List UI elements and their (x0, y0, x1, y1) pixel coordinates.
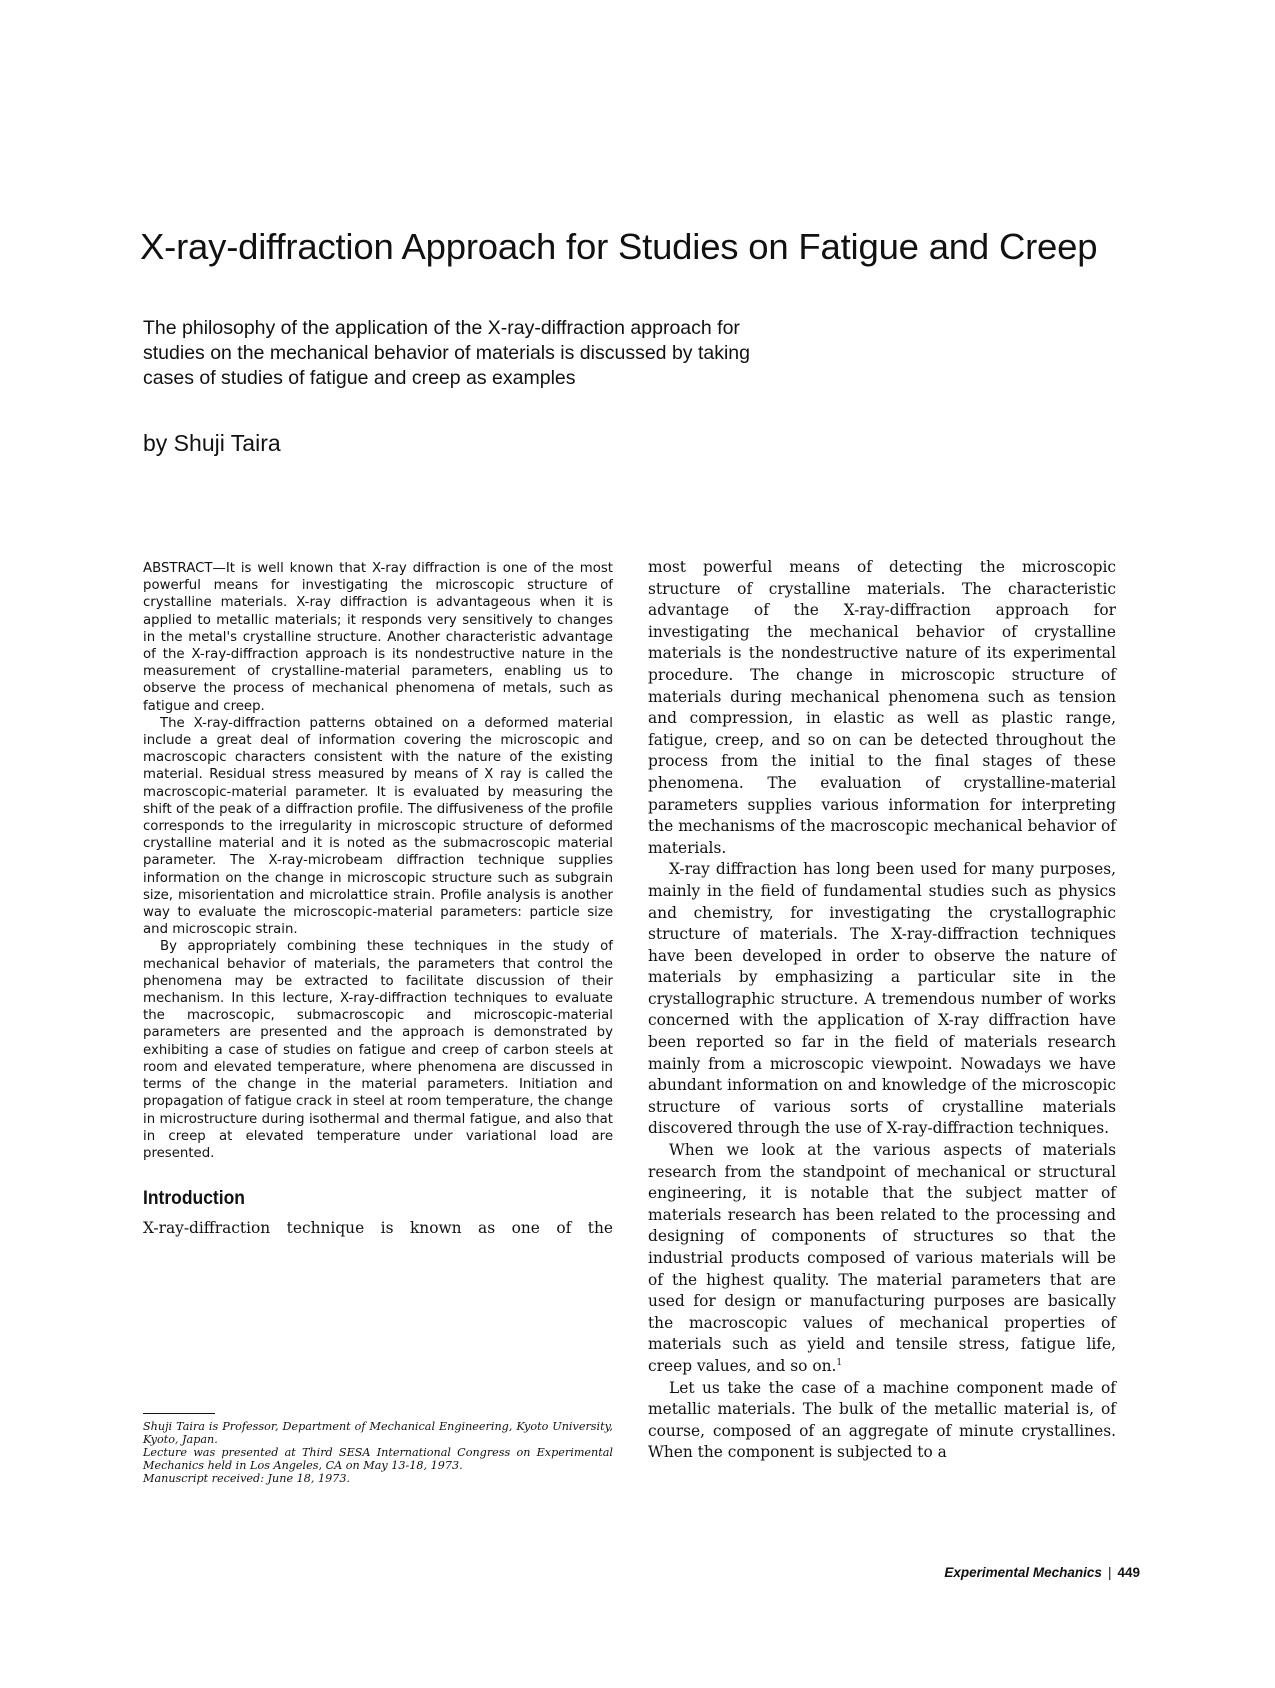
body-paragraph (648, 1140, 1116, 1378)
article-subtitle: The philosophy of the application of the X-ray-diffraction approach for studies on the mechanical behavior of materials is discussed by taking cases of studies of fatigue and creep as examples (143, 317, 750, 389)
abstract-paragraph: The X-ray-diffraction patterns obtained on a deformed material include a great deal of information covering the microscopic and macroscopic characters consistent with the nature of the existing material. Residual stress measured by means of X ray is called the macroscopic-material parameter. It is evaluated by measuring the shift of the peak of a diffraction profile. The diffusiveness of the profile corresponds to the irregularity in microscopic structure of deformed crystalline material and it is noted as the submacroscopic material parameter. The X-ray-microbeam diffraction technique supplies information on the change in microscopic structure such as subgrain size, misorientation and microlattice strain. Profile analysis is another way to evaluate the microscopic-material parameters: particle size and microscopic strain. (143, 715, 613, 938)
body-paragraph: X-ray diffraction has long been used for many purposes, mainly in the field of fundamental studies such as physics and chemistry, for investigating the crystallographic structure of materials. The X-ray-diffraction techniques have been developed in order to observe the nature of materials by emphasizing a particular site in the crystallographic structure. A tremendous number of works concerned with the application of X-ray diffraction have been reported so far in the field of materials research mainly from a microscopic viewpoint. Nowadays we have abundant information on and knowledge of the microscopic structure of various sorts of crystalline materials discovered through the use of X-ray-diffraction techniques. (648, 860, 1116, 1138)
footnote-divider (143, 1413, 215, 1414)
body-paragraph: Let us take the case of a machine component made of metallic materials. The bulk of the metallic material is, of course, composed of an aggregate of minute crystallines. When the component is subjected to a (648, 1378, 1116, 1462)
body-paragraph: most powerful means of detecting the microscopic structure of crystalline materials. The characteristic advantage of the X-ray-diffraction approach for investigating the mechanical behavior of crystalline materials is the nondestructive nature of its experimental procedure. The change in microscopic structure of materials during mechanical phenomena such as tension and compression, in elastic as well as plastic range, fatigue, creep, and so on can be detected throughout the process from the initial to the final stages of these phenomena. The evaluation of crystalline-material parameters supplies various information for interpreting the mechanisms of the macroscopic mechanical behavior of materials. (648, 558, 1116, 857)
abstract-paragraph: ABSTRACT—It is well known that X-ray diffraction is one of the most powerful means for investigating the microscopic structure of crystalline materials. X-ray diffraction is advantageous when it is applied to metallic materials; it responds very sensitively to changes in the metal's crystalline structure. Another characteristic advantage of the X-ray-diffraction approach is its nondestructive nature in the measurement of crystalline-material parameters, enabling us to observe the process of mechanical phenomena of metals, such as fatigue and creep. (143, 561, 613, 714)
right-column (648, 557, 1116, 1464)
footer-separator: | (1107, 1565, 1112, 1580)
footnote-lecture: Lecture was presented at Third SESA International Congress on Experimental Mechanics held in Los Angeles, CA on May 13-18, 1973. (143, 1446, 613, 1472)
journal-name: Experimental Mechanics (944, 1565, 1102, 1580)
article-title: X-ray-diffraction Approach for Studies on Fatigue and Creep (140, 226, 1098, 267)
author-byline: by Shuji Taira (143, 430, 281, 456)
left-column (143, 560, 613, 1240)
footnotes (143, 1413, 613, 1485)
page-number: 449 (1117, 1565, 1140, 1580)
page-footer (944, 1565, 1140, 1580)
body-paragraph-text: When we look at the various aspects of materials research from the standpoint of mechanical or structural engineering, it is notable that the subject matter of materials research has been related to the processing and designing of components of structures so that the industrial products composed of various materials will be of the highest quality. The material parameters that are used for design or manufacturing purposes are basically the macroscopic values of mechanical properties of materials such as yield and tensile stress, fatigue life, creep values, and so on. (648, 1141, 1116, 1375)
footnote-received: Manuscript received: June 18, 1973. (143, 1472, 350, 1485)
footnote-author: Shuji Taira is Professor, Department of Mechanical Engineering, Kyoto University, Kyoto, Japan. (143, 1420, 613, 1446)
section-heading-introduction: Introduction (143, 1188, 245, 1210)
abstract (143, 560, 613, 1162)
introduction-first-line: X-ray-diffraction technique is known as one of the (143, 1219, 613, 1238)
footnote-reference: 1 (836, 1357, 843, 1368)
abstract-paragraph: By appropriately combining these techniques in the study of mechanical behavior of materials, the parameters that control the phenomena may be extracted to facilitate discussion of their mechanism. In this lecture, X-ray-diffraction techniques to evaluate the macroscopic, submacroscopic and microscopic-material parameters are presented and the approach is demonstrated by exhibiting a case of studies on fatigue and creep of carbon steels at room and elevated temperature, where phenomena are discussed in terms of the change in the material parameters. Initiation and propagation of fatigue crack in steel at room temperature, the change in microstructure during isothermal and thermal fatigue, and also that in creep at elevated temperature under variational load are presented. (143, 939, 613, 1161)
